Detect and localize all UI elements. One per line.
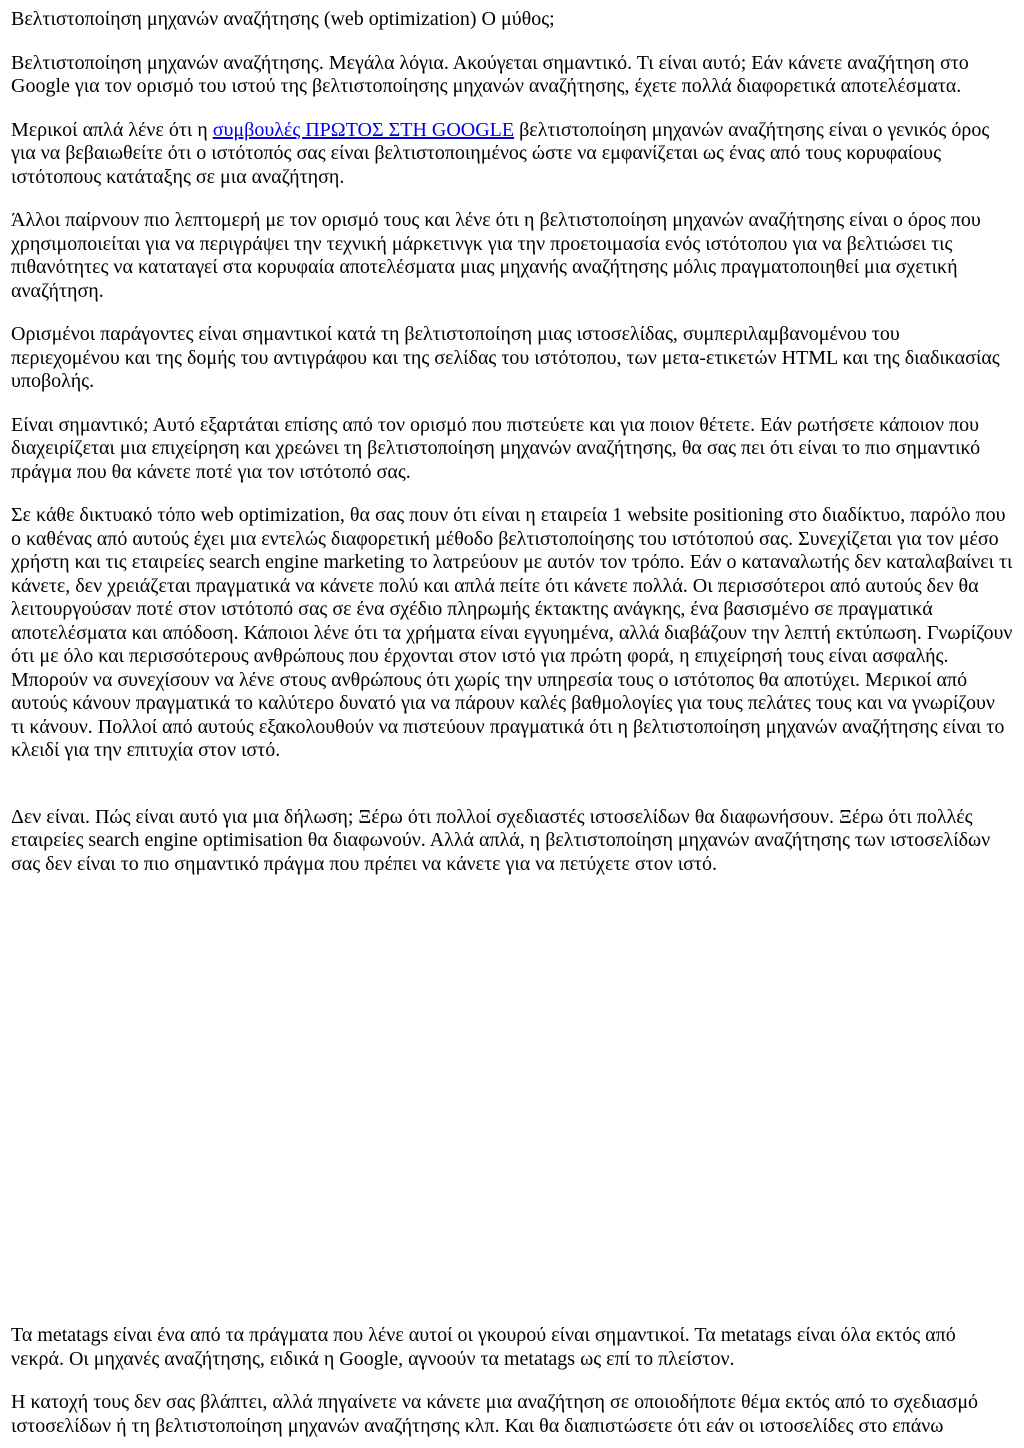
blank-gap <box>11 896 1013 1304</box>
page-title: Βελτιστοποίηση μηχανών αναζήτησης (web optimization) Ο μύθος; <box>11 8 555 30</box>
google-first-tips-link[interactable]: συμβουλές ΠΡΩΤΟΣ ΣΤΗ GOOGLE <box>212 118 515 141</box>
text-before-link: Μερικοί απλά λένε ότι η <box>11 118 213 141</box>
paragraph-seo-companies: Σε κάθε δικτυακό τόπο web optimization, θα σας πουν ότι είναι η εταιρεία 1 website positioning στο διαδίκτυο, παρόλο που ο καθένας από αυτούς έχει μια εντελώς διαφορετική μέθοδο βελτιστοποίησης του ιστότοπού σας. Συνεχίζεται για τον μέσο χρήστη και τις εταιρείες search engine marketing το λατρεύουν με αυτόν τον τρόπο. Εάν ο καταναλωτής δεν καταλαβαίνει τι κάνετε, δεν χρειάζεται πραγματικά να κάνετε πολύ και απλά πείτε ότι κάνετε πολλά. Οι περισσότεροι από αυτούς δεν θα λειτουργούσαν ποτέ στον ιστότοπό σας σε ένα σχέδιο πληρωμής έκτακτης ανάγκης, ένα βασισμένο σε πραγματικά αποτελέσματα και απόδοση. Κάποιοι λένε ότι τα χρήματα είναι εγγυημένα, αλλά διαβάζουν την λεπτή εκτύπωση. Γνωρίζουν ότι με όλο και περισσότερους ανθρώπους που έρχονται στον ιστό για πρώτη φορά, η επιχείρησή τους είναι ασφαλής. Μπορούν να συνεχίσουν να λένε στους ανθρώπους ότι χωρίς την υπηρεσία τους ο ιστότοπος θα αποτύχει. Μερικοί από αυτούς κάνουν πραγματικά το καλύτερο δυνατό για να πάρουν καλές βαθμολογίες για τους πελάτες τους και να γνωρίζουν τι κάνουν. Πολλοί από αυτούς εξακολουθούν να πιστεύουν πραγματικά ότι η βελτιστοποίηση μηχανών αναζήτησης είναι το κλειδί για την επιτυχία στον ιστό. <box>11 504 1013 761</box>
paragraph-important-factors: Ορισμένοι παράγοντες είναι σημαντικοί κατά τη βελτιστοποίηση μιας ιστοσελίδας, συμπεριλαμβανομένου του περιεχομένου και της δομής του αντιγράφου και της σελίδας του ιστότοπου, των μετα-ετικετών HTML και της διαδικασίας υποβολής. <box>11 323 1000 392</box>
paragraph-owning-them: Η κατοχή τους δεν σας βλάπτει, αλλά πηγαίνετε να κάνετε μια αναζήτηση σε οποιοδήποτε θέμα εκτός από το σχεδιασμό ιστοσελίδων ή τη βελτιστοποίηση μηχανών αναζήτησης κλπ. Και θα διαπιστώσετε ότι εάν οι ιστοσελίδες στο επάνω <box>11 1391 979 1437</box>
text-after-link: βελτιστοποίηση μηχανών αναζήτησης είναι ο γενικός όρος για να βεβαιωθείτε ότι ο ιστότοπός σας είναι βελτιστοποιημένος ώστε να εμφανίζεται ως ένας από τους κορυφαίους ιστότοπους κατάταξης σε μια αναζήτηση. <box>11 118 990 188</box>
paragraph-it-is-not: Δεν είναι. Πώς είναι αυτό για μια δήλωση; Ξέρω ότι πολλοί σχεδιαστές ιστοσελίδων θα διαφωνήσουν. Ξέρω ότι πολλές εταιρείες search engine optimisation θα διαφωνούν. Αλλά απλά, η βελτιστοποίηση μηχανών αναζήτησης των ιστοσελίδων σας δεν είναι το πιο σημαντικό πράγμα που πρέπει να κάνετε για να πετύχετε στον ιστό. <box>11 805 991 875</box>
paragraph-intro: Βελτιστοποίηση μηχανών αναζήτησης. Μεγάλα λόγια. Ακούγεται σημαντικό. Τι είναι αυτό; Εάν κάνετε αναζήτηση στο Google για τον ορισμό του ιστού της βελτιστοποίησης μηχανών αναζήτησης, έχετε πολλά διαφορετικά αποτελέσματα. <box>11 51 969 97</box>
paragraph-is-it-important: Είναι σημαντικό; Αυτό εξαρτάται επίσης από τον ορισμό που πιστεύετε και για ποιον θέτετε. Εάν ρωτήσετε κάποιον που διαχειρίζεται μια επιχείρηση και χρεώνει τη βελτιστοποίηση μηχανών αναζήτησης, θα σας πει ότι είναι το πιο σημαντικό πράγμα που θα κάνετε ποτέ για τον ιστότοπό σας. <box>11 413 981 483</box>
paragraph-detailed-definition: Άλλοι παίρνουν πιο λεπτομερή με τον ορισμό τους και λένε ότι η βελτιστοποίηση μηχανών αναζήτησης είναι ο όρος που χρησιμοποιείται για να περιγράψει την τεχνική μάρκετινγκ για την προετοιμασία ενός ιστότοπου για να βελτιώσει τις πιθανότητες να καταταγεί στα κορυφαία αποτελέσματα μιας μηχανής αναζήτησης μόλις πραγματοποιηθεί μια σχετική αναζήτηση. <box>11 209 981 302</box>
paragraph-metatags: Τα metatags είναι ένα από τα πράγματα που λένε αυτοί οι γκουρού είναι σημαντικοί. Τα metatags είναι όλα εκτός από νεκρά. Οι μηχανές αναζήτησης, ειδικά η Google, αγνοούν τα metatags ως επί το πλείστον. <box>11 1324 956 1370</box>
paragraph-generic-definition <box>11 119 1013 190</box>
